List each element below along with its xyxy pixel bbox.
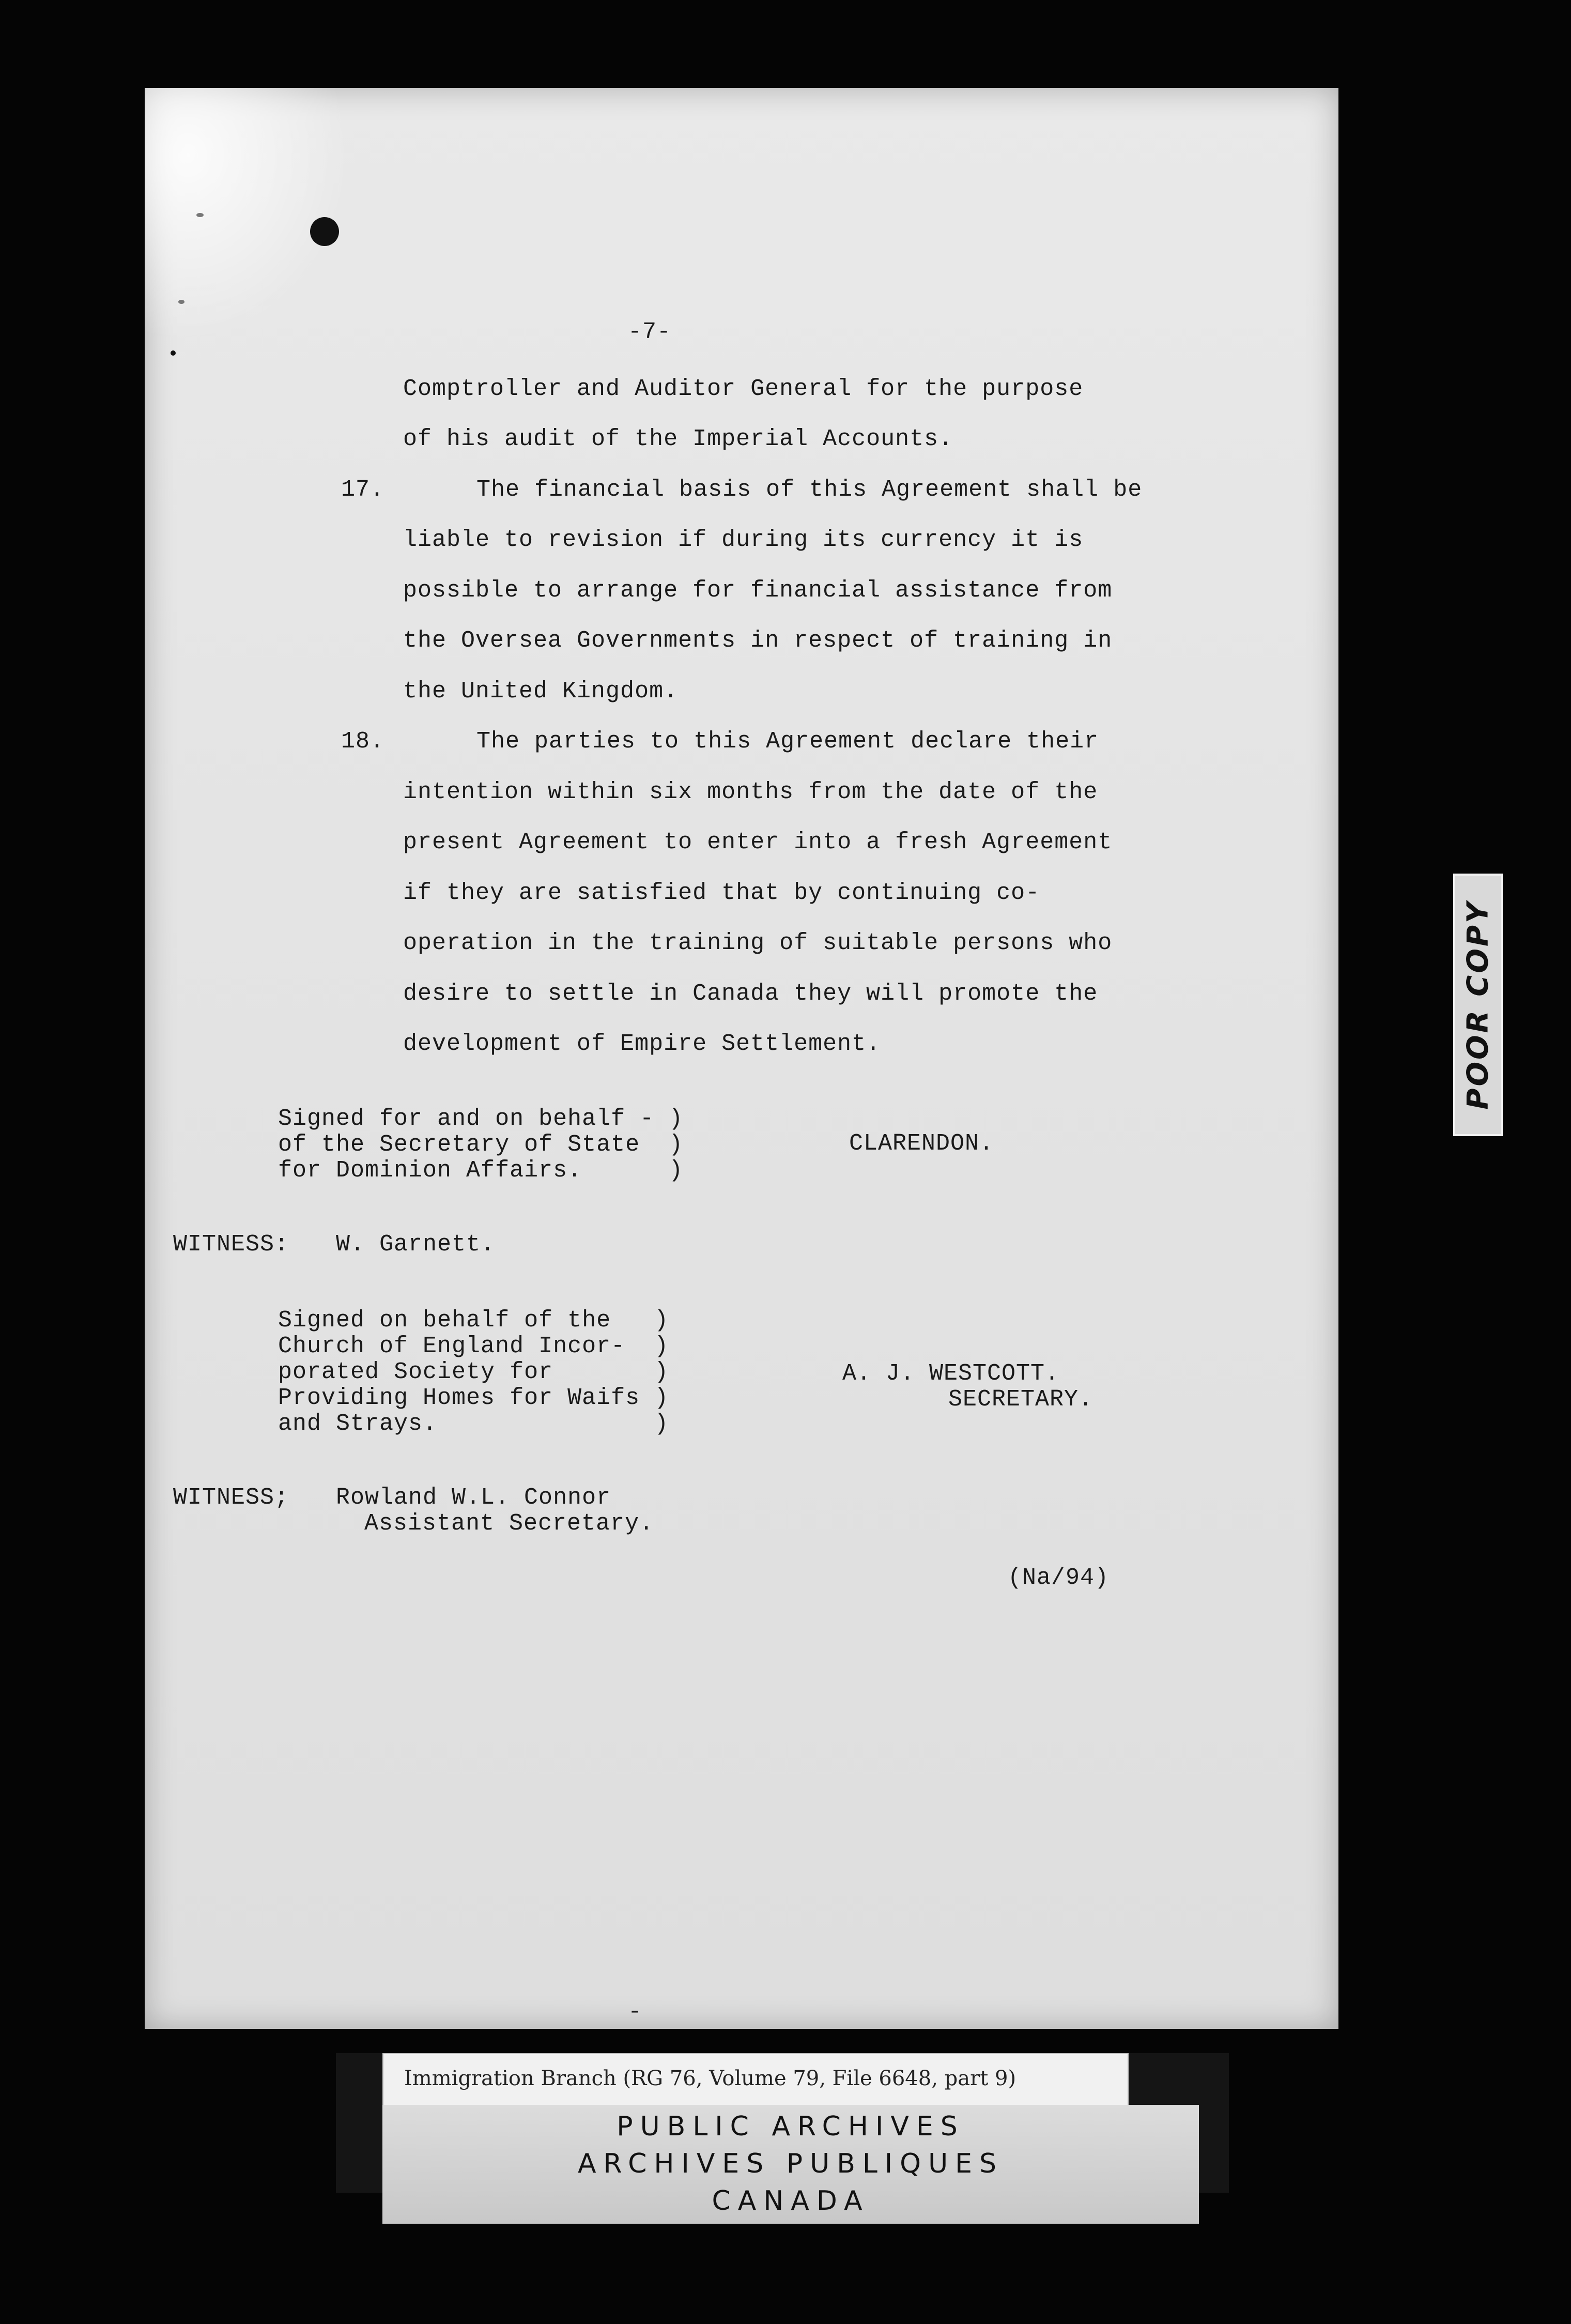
text-line: intention within six months from the date of the [403, 779, 1098, 805]
text-line: liable to revision if during its currency it is [403, 527, 1084, 553]
file-tag-text: Immigration Branch (RG 76, Volume 79, File 6648, part 9) [404, 2067, 1016, 2090]
poor-copy-text: POOR COPY [1461, 900, 1495, 1110]
text-line: present Agreement to enter into a fresh Agreement [403, 829, 1113, 855]
punch-hole [310, 217, 339, 246]
paper-speck [196, 213, 204, 217]
page-number: -7- [628, 319, 672, 345]
paragraph-number: 17. [341, 477, 385, 503]
witness-label: WITNESS; [173, 1485, 289, 1511]
text-line: the United Kingdom. [403, 678, 679, 705]
text-line: operation in the training of suitable persons who [403, 930, 1113, 956]
text-line: Comptroller and Auditor General for the purpose [403, 376, 1084, 402]
archives-line-fr: ARCHIVES PUBLIQUES [577, 2148, 1004, 2179]
signature-text-line: Signed on behalf of the ) [278, 1307, 669, 1334]
signature-text-line: porated Society for ) [278, 1359, 669, 1385]
signature-text-line: Church of England Incor- ) [278, 1333, 669, 1359]
signature-text-line: Providing Homes for Waifs ) [278, 1385, 669, 1411]
signature-text-line: of the Secretary of State ) [278, 1132, 684, 1158]
paragraph-number: 18. [341, 728, 385, 755]
text-line: The parties to this Agreement declare their [476, 728, 1099, 755]
document-page [145, 88, 1338, 2029]
paper-speck [171, 350, 176, 356]
text-line: development of Empire Settlement. [403, 1031, 881, 1057]
archives-card [382, 2105, 1199, 2224]
signatory-name: CLARENDON. [849, 1130, 994, 1157]
text-line: if they are satisfied that by continuing co- [403, 880, 1040, 906]
witness-name: Rowland W.L. Connor [336, 1485, 611, 1511]
witness-label: WITNESS: [173, 1231, 289, 1258]
text-line: possible to arrange for financial assistance from [403, 577, 1113, 604]
file-reference: (Na/94) [1008, 1565, 1110, 1591]
archive-label [336, 2053, 1229, 2216]
paper-speck [178, 300, 184, 304]
signatory-title: SECRETARY. [948, 1386, 1093, 1413]
witness-title: Assistant Secretary. [364, 1510, 654, 1537]
poor-copy-stamp [1453, 874, 1503, 1136]
signatory-name: A. J. WESTCOTT. [842, 1360, 1060, 1387]
text-line: The financial basis of this Agreement shall be [476, 477, 1143, 503]
text-line: desire to settle in Canada they will promote the [403, 981, 1098, 1007]
archives-line-en: PUBLIC ARCHIVES [617, 2111, 965, 2142]
text-line: the Oversea Governments in respect of training in [403, 628, 1113, 654]
text-line: of his audit of the Imperial Accounts. [403, 426, 953, 452]
file-tag-strip [382, 2053, 1129, 2106]
archives-line-country: CANADA [712, 2185, 870, 2216]
signature-text-line: Signed for and on behalf - ) [278, 1106, 684, 1132]
bottom-mark: - [628, 1999, 643, 2025]
signature-text-line: for Dominion Affairs. ) [278, 1157, 684, 1184]
witness-name: W. Garnett. [336, 1231, 496, 1258]
signature-text-line: and Strays. ) [278, 1411, 669, 1437]
